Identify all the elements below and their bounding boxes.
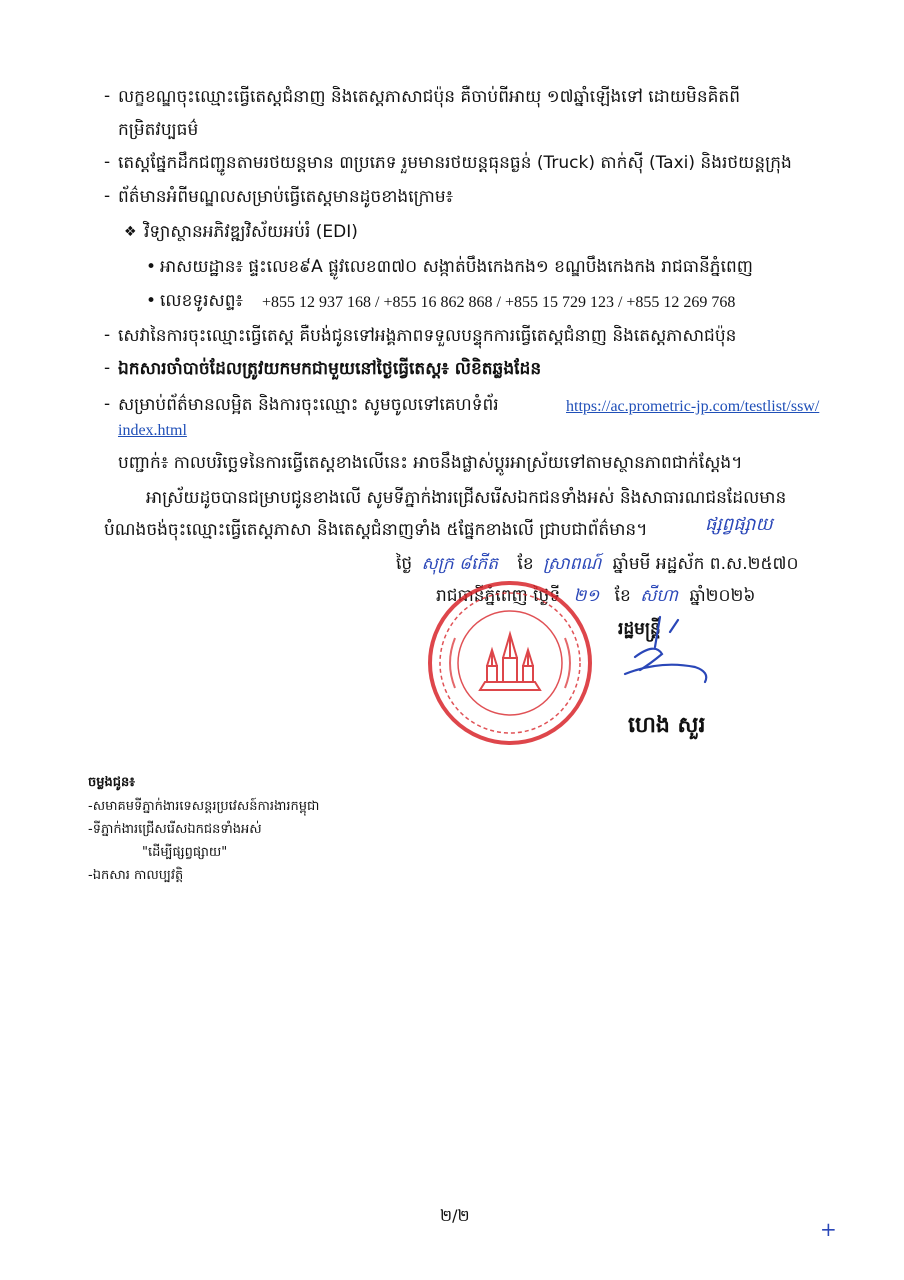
solar-day: ២១ — [573, 586, 600, 606]
bullet-test-center-info: ព័ត៌មានអំពីមណ្ឌលសម្រាប់ធ្វើតេស្តមានដូចខាងក្រោម៖ — [118, 187, 454, 207]
bullet-transport-tests: តេស្តផ្នែកដឹកជញ្ជូនតាមរថយន្តមាន ៣ប្រភេទ រួមមានរថយន្តធុនធ្ងន់ (Truck) តាក់ស៊ី (Taxi) និងរថយន្តក្រុង — [118, 153, 792, 173]
recipients-heading: ចម្លងជូន៖ — [88, 775, 135, 790]
initial-mark: + — [820, 1217, 837, 1241]
bullet-dash: - — [104, 394, 111, 414]
solar-month: សីហា — [640, 586, 679, 606]
signatory-title: រដ្ឋមន្ត្រី — [618, 619, 661, 639]
bullet-dash: - — [104, 186, 111, 206]
solar-month-prefix: ខែ — [614, 586, 631, 606]
bullet-registration-fee: សេវានៃការចុះឈ្មោះធ្វើតេស្ត គឺបង់ជូនទៅអង្គភាពទទួលបន្ទុកការធ្វើតេស្តជំនាញ និងតេស្តភាសាជប៉ុន — [118, 326, 737, 346]
recipient-item: -ឯកសារ កាលប្បវត្តិ — [88, 868, 184, 883]
bullet-dash: - — [104, 86, 111, 106]
lunar-month-prefix: ខែ — [517, 554, 534, 574]
lunar-date-line — [396, 553, 798, 575]
lunar-day: សុក្រ ៨កើត — [421, 554, 499, 574]
bullet-dash: - — [104, 358, 111, 378]
dot-bullet-icon: • — [146, 291, 157, 311]
institute-name: វិទ្យាស្ថានអភិវឌ្ឍវិស័យអប់រំ (EDI) — [144, 222, 358, 242]
registration-website-link[interactable]: https://ac.prometric-jp.com/testlist/ssw/ — [566, 398, 820, 415]
handwritten-note: ផ្សព្វផ្សាយ — [705, 514, 773, 535]
phone-numbers: +855 12 937 168 / +855 16 862 868 / +855 15 729 123 / +855 12 269 768 — [262, 294, 736, 311]
closing-paragraph-line2: បំណងចង់ចុះឈ្មោះធ្វើតេស្តភាសា និងតេស្តជំនាញទាំង ៥ផ្នែកខាងលើ ជ្រាបជាព័ត៌មាន។ — [104, 520, 648, 540]
bullet-dash: - — [104, 325, 111, 345]
bullet-required-documents: ឯកសារចាំបាច់ដែលត្រូវយកមកជាមួយនៅថ្ងៃធ្វើតេស្ត៖ លិខិតឆ្លងដែន — [118, 359, 542, 379]
registration-website-link-continued[interactable]: index.html — [118, 422, 187, 439]
angkor-temple-icon — [480, 634, 540, 690]
closing-paragraph-line1: អាស្រ័យដូចបានជម្រាបជូនខាងលើ សូមទីភ្នាក់ងារជ្រើសរើសឯកជនទាំងអស់ និងសាធារណជនដែលមាន — [146, 488, 787, 508]
solar-year: ឆ្នាំ២០២៦ — [689, 586, 756, 606]
phone-label: លេខទូរសព្ទ៖ — [160, 291, 244, 311]
recipient-item: -ទីភ្នាក់ងារជ្រើសរើសឯកជនទាំងអស់ — [88, 822, 262, 837]
lunar-prefix: ថ្ងៃ — [396, 554, 413, 574]
bullet-more-info: សម្រាប់ព័ត៌មានលម្អិត និងការចុះឈ្មោះ សូមចូលទៅគេហទំព័រ — [118, 395, 499, 415]
bullet-dash: - — [104, 152, 111, 172]
note-paragraph: បញ្ជាក់៖ កាលបរិច្ឆេទនៃការធ្វើតេស្តខាងលើនេះ អាចនឹងផ្លាស់ប្តូរអាស្រ័យទៅតាមស្ថានភាពជាក់ស្តែង។ — [118, 453, 743, 473]
recipient-item: -សមាគមទីភ្នាក់ងារទេសន្តរប្រវេសន៍ការងារកម្ពុជា — [88, 799, 320, 814]
bullet-eligibility-line1: លក្ខខណ្ឌចុះឈ្មោះធ្វើតេស្តជំនាញ និងតេស្តភាសាជប៉ុន គឺចាប់ពីអាយុ ១៧ឆ្នាំឡើងទៅ ដោយមិនគិតពី — [118, 87, 741, 107]
bullet-eligibility-line2: កម្រិតវប្បធម៌ — [118, 120, 199, 140]
diamond-bullet-icon: ❖ — [124, 224, 137, 240]
recipient-item-purpose: "ដើម្បីផ្សព្វផ្សាយ" — [142, 845, 228, 860]
lunar-month: ស្រាពណ៍ — [543, 554, 602, 574]
official-seal — [425, 578, 595, 748]
dot-bullet-icon: • — [146, 257, 157, 277]
lunar-year: ឆ្នាំមមី អដ្ឋស័ក ព.ស.២៥៧០ — [612, 554, 799, 574]
page-number: ២/២ — [440, 1206, 470, 1225]
handwritten-signature — [600, 612, 730, 692]
signatory-name: ហេង សួរ — [628, 713, 706, 738]
institute-address: អាសយដ្ឋាន៖ ផ្ទះលេខ៩A ផ្លូវលេខ៣៧០ សង្កាត់បឹងកេងកង១ ខណ្ឌបឹងកេងកង រាជធានីភ្នំពេញ — [160, 257, 753, 277]
solar-prefix: រាជធានីភ្នំពេញ ថ្ងៃទី — [436, 586, 561, 606]
